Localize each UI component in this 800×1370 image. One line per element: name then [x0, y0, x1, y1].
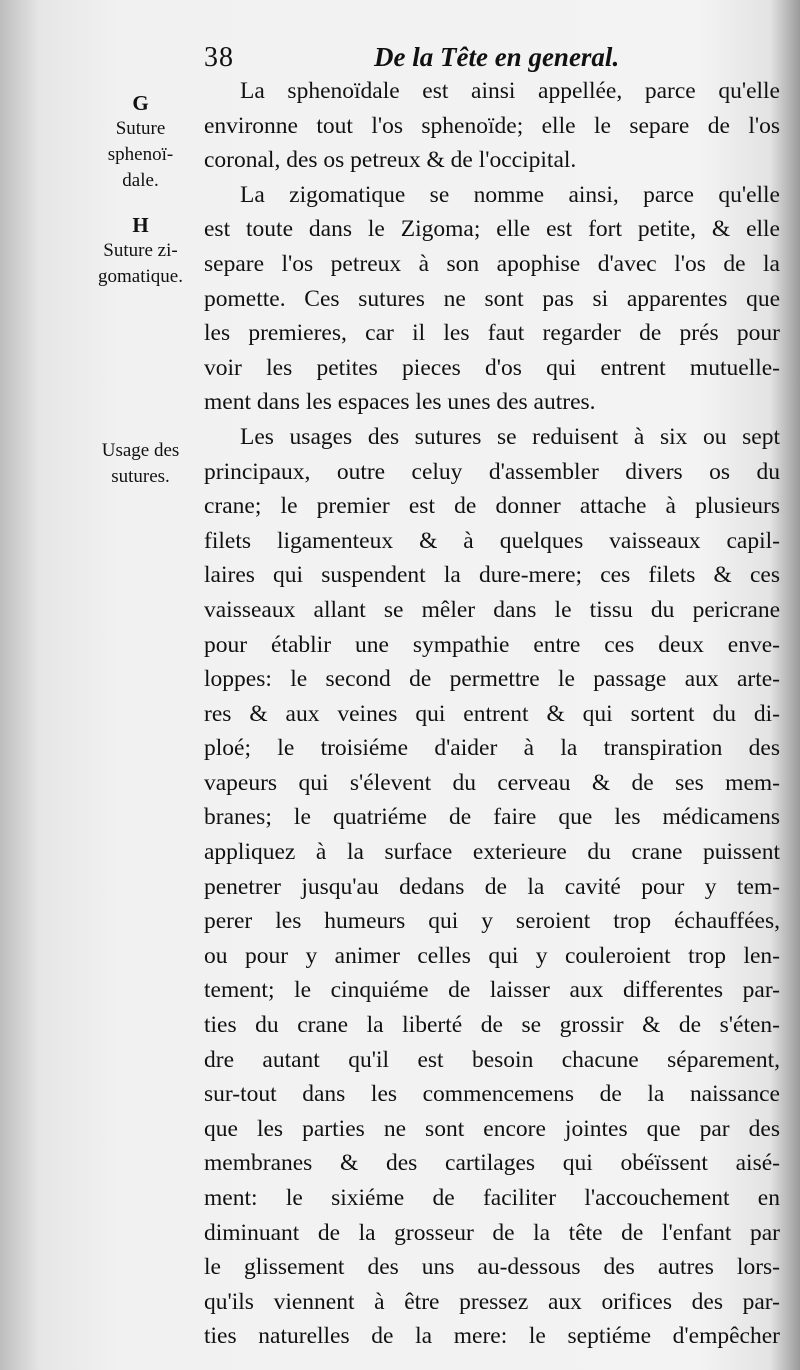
text-line: crane; le premier est de donner attache à plusieurs — [204, 493, 780, 520]
text-line: vapeurs qui s'élevent du cerveau & de ses mem- — [204, 769, 780, 796]
margin-note-letter: G — [132, 91, 149, 115]
text-line: res & aux veines qui entrent & qui sortent du di- — [204, 700, 780, 727]
margin-note-letter: H — [132, 213, 149, 237]
text-line: ment: le sixiéme de faciliter l'accouchement en — [204, 1185, 780, 1211]
text-line: La zigomatique se nomme ainsi, parce qu'elle — [240, 181, 780, 208]
text-line: penetrer jusqu'au dedans de la cavité pour y tem- — [204, 873, 780, 900]
text-line: vaisseaux allant se mêler dans le tissu du pericrane — [204, 596, 780, 623]
text-line: pour établir une sympathie entre ces deux enve- — [204, 631, 780, 658]
text-line: est toute dans le Zigoma; elle est fort petite, & elle — [204, 216, 780, 243]
margin-note-text: Suture zi- gomatique. — [98, 240, 183, 287]
text-line: ou pour y animer celles qui y couleroient trop len- — [204, 942, 780, 969]
text-line: voir les petites pieces d'os qui entrent mutuelle- — [204, 354, 780, 381]
text-line: sur-tout dans les commencemens de la naissance — [204, 1081, 780, 1108]
text-line: appliquez à la surface exterieure du crane puissent — [204, 839, 780, 866]
text-line: que les parties ne sont encore jointes que par des — [204, 1115, 780, 1142]
text-line: ploé; le troisiéme d'aider à la transpiration des — [204, 735, 780, 762]
margin-note-suture-sphenoidale — [78, 90, 203, 194]
text-line: ment dans les espaces les unes des autres. — [204, 389, 596, 416]
page-number: 38 — [204, 42, 234, 73]
text-line: diminuant de la grosseur de la tête de l'enfant par — [204, 1219, 780, 1246]
text-line: membranes & des cartilages qui obéïssent aisé- — [204, 1150, 780, 1177]
text-line: tement; le cinquiéme de laisser aux differentes par- — [204, 977, 780, 1004]
body-text — [204, 74, 780, 1354]
margin-note-suture-zigomatique — [78, 212, 203, 290]
text-line: les premieres, car il les faut regarder de prés pour — [204, 320, 780, 347]
text-line: filets ligamenteux & à quelques vaisseaux capil- — [204, 527, 780, 554]
text-line: Les usages des sutures se reduisent à six ou sept — [240, 423, 780, 450]
text-line: separe l'os petreux à son apophise d'avec l'os de la — [204, 250, 780, 277]
text-line: dre autant qu'il est besoin chacune séparement, — [204, 1046, 780, 1073]
text-line: coronal, des os petreux & de l'occipital. — [204, 147, 577, 174]
bleed-through-left — [92, 640, 182, 1160]
text-line: loppes: le second de permettre le passage aux arte- — [204, 666, 780, 693]
text-line: perer les humeurs qui y seroient trop échauffées, — [204, 908, 780, 935]
text-line: La sphenoïdale est ainsi appellée, parce qu'elle — [240, 78, 780, 104]
margin-note-usage-des-sutures — [78, 438, 203, 490]
running-head: De la Tête en general. — [374, 42, 620, 72]
text-line: le glissement des uns au-dessous des autres lors- — [204, 1254, 780, 1281]
text-line: environne tout l'os sphenoïde; elle le separe de l'os — [204, 112, 780, 139]
text-line: ties du crane la liberté de se grossir & de s'éten- — [204, 1012, 780, 1039]
text-line: qu'ils viennent à être pressez aux orifices des par- — [204, 1288, 780, 1315]
text-line: principaux, outre celuy d'assembler divers os du — [204, 458, 780, 485]
text-line: branes; le quatriéme de faire que les médicamens — [204, 804, 780, 831]
text-line: laires qui suspendent la dure-mere; ces filets & ces — [204, 562, 780, 589]
margin-note-text: Suture sphenoï- dale. — [107, 118, 174, 191]
text-line: pomette. Ces sutures ne sont pas si apparentes que — [204, 285, 780, 312]
text-line: ties naturelles de la mere: le septiéme d'empêcher — [204, 1323, 780, 1350]
margin-note-text: Usage des sutures. — [101, 440, 180, 487]
